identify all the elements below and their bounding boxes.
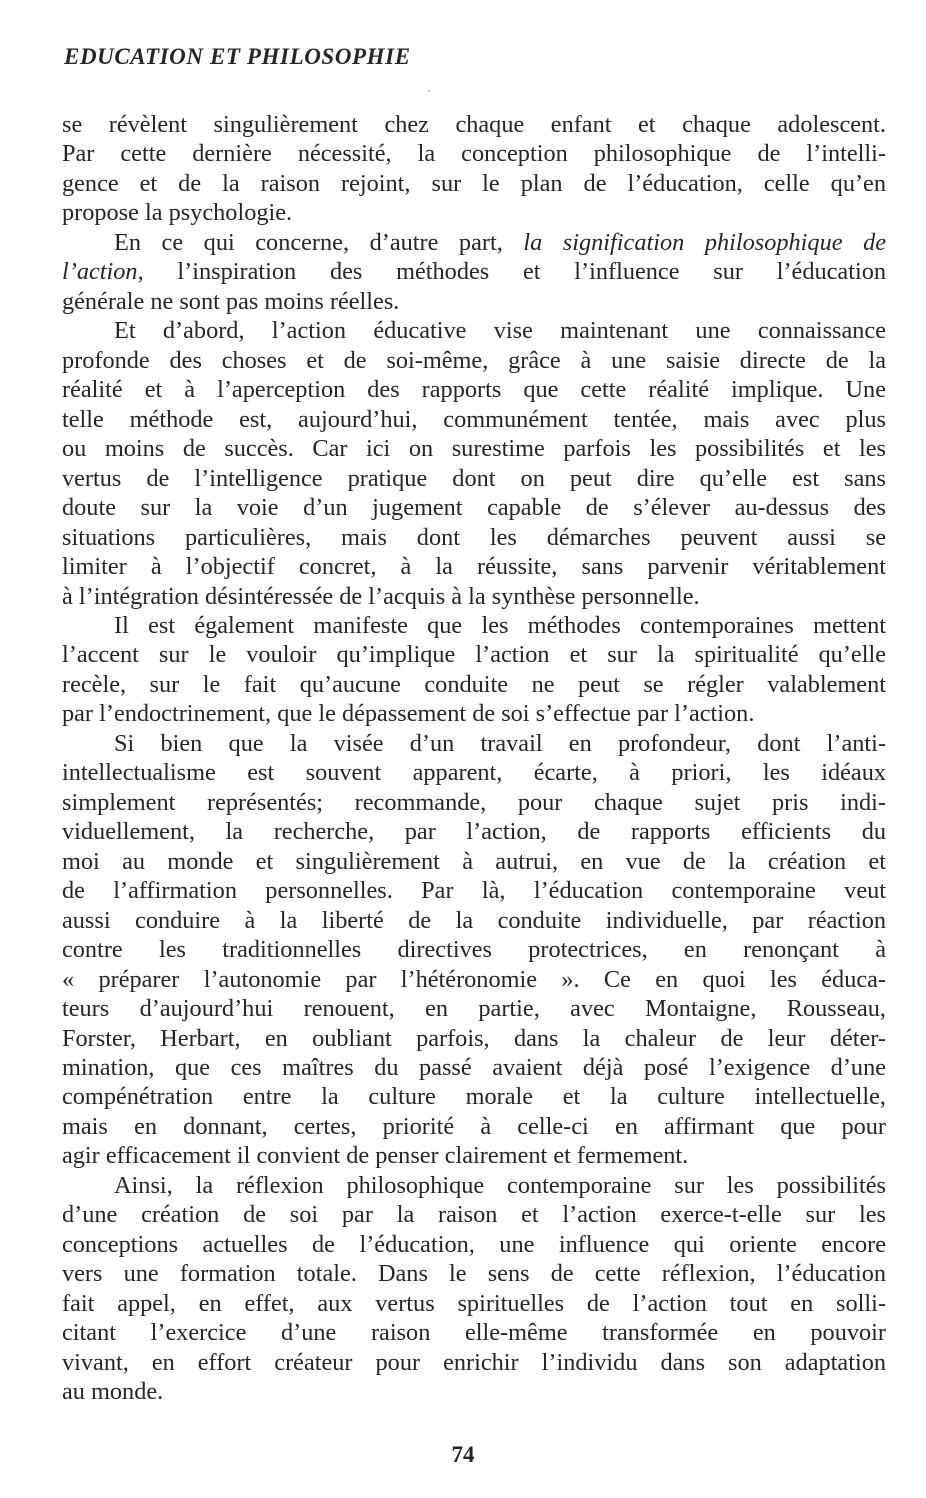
text-line: gence et de la raison rejoint, sur le plan de l’éducation, celle qu’en [62,169,886,197]
text-line: simplement représentés; recommande, pour chaque sujet pris indi- [62,788,886,816]
text-line: vers une formation totale. Dans le sens de cette réflexion, l’éducation [62,1260,886,1288]
text-line: propose la psychologie. [62,199,293,227]
text-line: par l’endoctrinement, que le dépassement de soi s’effectue par l’action. [62,700,755,728]
text-line: vivant, en effort créateur pour enrichir l’individu dans son adaptation [62,1348,886,1376]
text-line: Il est également manifeste que les méthodes contemporaines mettent [114,611,886,639]
text-line: se révèlent singulièrement chez chaque enfant et chaque adolescent. [62,111,886,138]
body-text [62,110,886,1407]
text-line: contre les traditionnelles directives protectrices, en renonçant à [62,936,886,964]
text-line: profonde des choses et de soi-même, grâce à une saisie directe de la [62,346,886,374]
text-line: l’accent sur le vouloir qu’implique l’action et sur la spiritualité qu’elle [62,641,886,669]
text-line: fait appel, en effet, aux vertus spirituelles de l’action tout en solli- [62,1289,886,1317]
page-number: 74 [451,1442,475,1467]
text-line: agir efficacement il convient de penser clairement et fermement. [62,1142,689,1170]
text-line: d’une création de soi par la raison et l’action exerce-t-elle sur les [62,1201,886,1229]
text-line: « préparer l’autonomie par l’hétéronomie ». Ce en quoi les éduca- [62,965,886,993]
print-speck [428,90,430,92]
text-line: doute sur la voie d’un jugement capable de s’élever au-dessus des [62,494,886,522]
text-line: Par cette dernière nécessité, la conception philosophique de l’intelli- [62,140,886,168]
text-line: de l’affirmation personnelles. Par là, l’éducation contemporaine veut [62,877,886,905]
text-line: teurs d’aujourd’hui renouent, en partie, avec Montaigne, Rousseau, [62,995,886,1023]
text-line: au monde. [62,1378,164,1406]
text-line: intellectualisme est souvent apparent, écarte, à priori, les idéaux [62,759,886,787]
text-line: Forster, Herbart, en oubliant parfois, dans la chaleur de leur déter- [62,1024,886,1052]
text-line: mination, que ces maîtres du passé avaient déjà posé l’exigence d’une [62,1054,886,1081]
text-line: Et d’abord, l’action éducative vise maintenant une connaissance [114,317,886,345]
text-line: situations particulières, mais dont les démarches peuvent aussi se [62,523,886,551]
text-line: compénétration entre la culture morale et la culture intellectuelle, [62,1083,886,1111]
text-line: Ainsi, la réflexion philosophique contemporaine sur les possibilités [114,1171,886,1199]
text-line: recèle, sur le fait qu’aucune conduite ne peut se régler valablement [62,670,886,698]
text-line: mais en donnant, certes, priorité à celle-ci en affirmant que pour [62,1112,886,1140]
text-line: vertus de l’intelligence pratique dont on peut dire qu’elle est sans [62,464,886,492]
running-head: EDUCATION ET PHILOSOPHIE [64,44,411,69]
text-line: ou moins de succès. Car ici on surestime parfois les possibilités et les [62,435,886,463]
text-line: conceptions actuelles de l’éducation, une influence qui oriente encore [62,1230,886,1258]
text-line: telle méthode est, aujourd’hui, communément tentée, mais avec plus [62,405,886,433]
text-line: générale ne sont pas moins réelles. [62,287,400,315]
text-line: réalité et à l’aperception des rapports que cette réalité implique. Une [62,376,886,404]
text-line: limiter à l’objectif concret, à la réussite, sans parvenir véritablement [62,553,886,581]
text-line: En ce qui concerne, d’autre part, la signification philosophique de [114,228,886,256]
text-line: citant l’exercice d’une raison elle-même transformée en pouvoir [62,1319,886,1347]
text-line: l’action, l’inspiration des méthodes et l’influence sur l’éducation [62,258,886,286]
text-line: aussi conduire à la liberté de la conduite individuelle, par réaction [62,906,886,934]
text-line: à l’intégration désintéressée de l’acquis à la synthèse personnelle. [62,582,700,610]
text-line: Si bien que la visée d’un travail en profondeur, dont l’anti- [114,729,886,757]
text-line: viduellement, la recherche, par l’action, de rapports efficients du [62,818,886,846]
text-line: moi au monde et singulièrement à autrui, en vue de la création et [62,847,886,875]
